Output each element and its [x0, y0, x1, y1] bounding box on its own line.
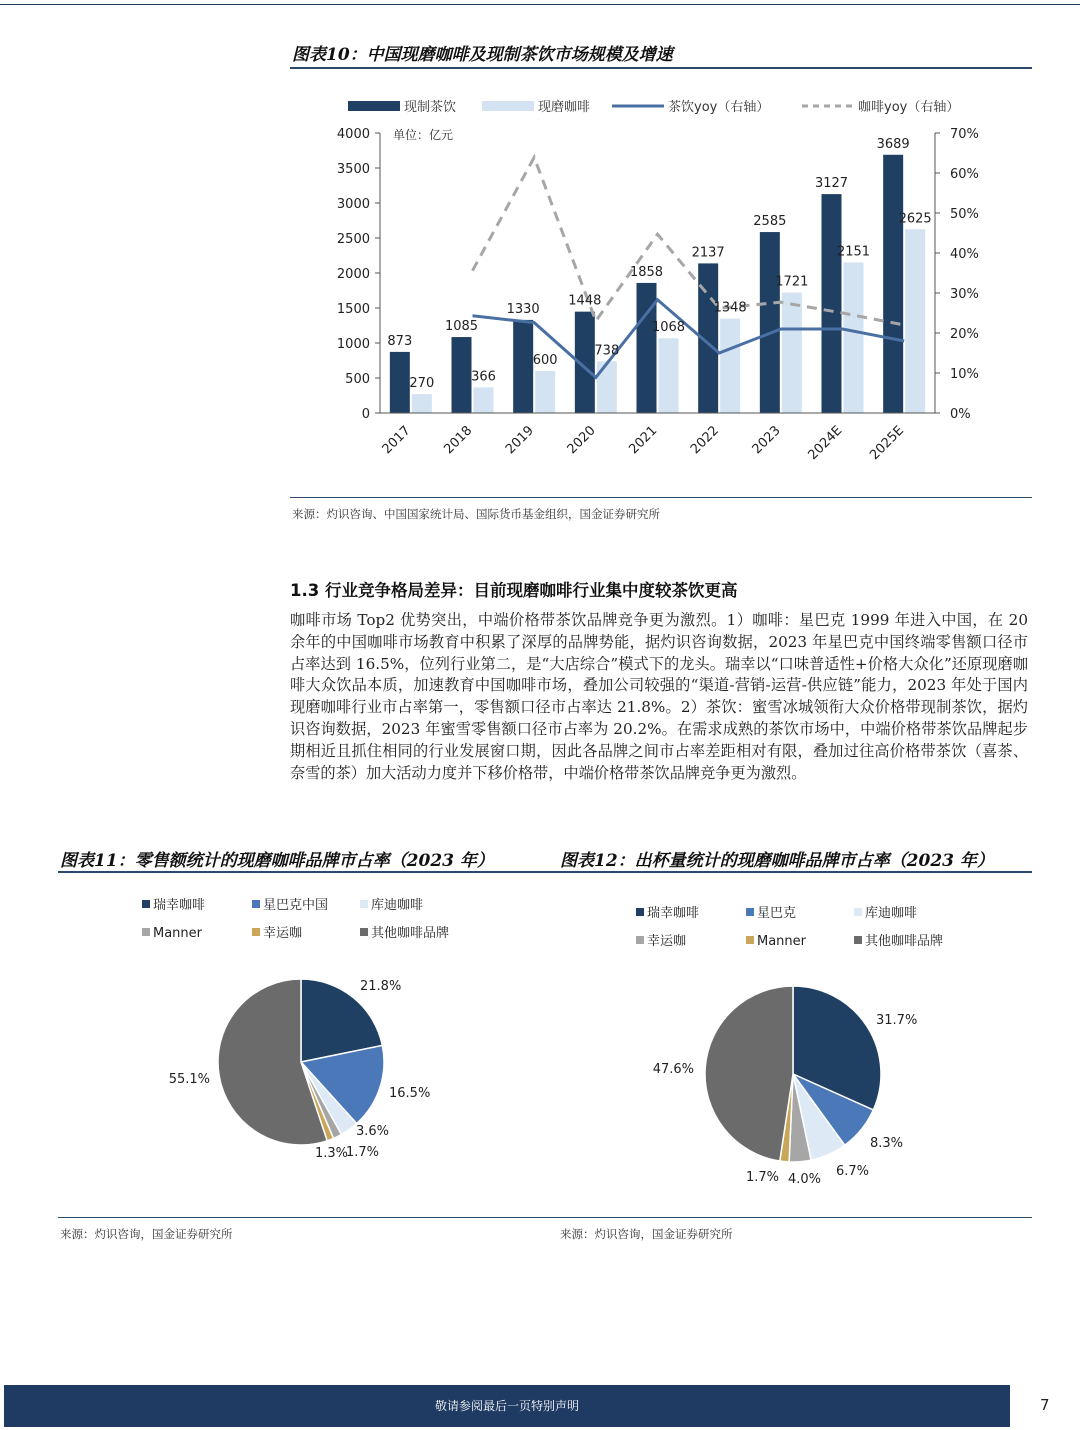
legend-swatch	[252, 928, 260, 936]
bar-data-label: 366	[471, 369, 496, 385]
legend-swatch	[142, 928, 150, 936]
y2-tick-label: 60%	[950, 167, 979, 182]
y2-tick-label: 0%	[950, 407, 971, 422]
pie-data-label: 21.8%	[360, 979, 402, 994]
bar-data-label: 600	[532, 353, 558, 368]
legend-swatch	[746, 936, 754, 944]
fig10-legend	[348, 99, 959, 115]
fig11-12-bottom-rule	[58, 1217, 1032, 1218]
legend-swatch	[360, 928, 368, 936]
legend-label: 库迪咖啡	[865, 906, 918, 921]
pie-data-label: 1.3%	[315, 1146, 349, 1161]
bar	[474, 387, 494, 413]
bar-data-label: 738	[594, 343, 620, 359]
bar-data-label: 2151	[836, 244, 871, 260]
footer-disclaimer: 敬请参阅最后一页特别声明	[4, 1385, 1010, 1427]
legend-label: Manner	[153, 926, 203, 941]
bar	[412, 394, 432, 413]
legend-swatch	[252, 900, 260, 908]
bar-data-label: 1721	[775, 274, 809, 290]
y-tick-label: 2500	[336, 232, 370, 247]
x-tick-label: 2023	[749, 423, 784, 458]
fig11-12-top-rule	[58, 871, 1032, 873]
y-tick-label: 0	[361, 407, 370, 422]
bar-data-label: 1348	[713, 300, 747, 316]
pie-slice	[705, 986, 793, 1161]
bar-data-label: 1085	[444, 319, 479, 335]
bar	[390, 352, 410, 413]
bar	[844, 262, 864, 413]
bar	[782, 293, 802, 413]
legend-label: 茶饮yoy（右轴）	[668, 100, 770, 115]
fig10-unit-label: 单位：亿元	[393, 128, 454, 142]
legend-label: 其他咖啡品牌	[371, 926, 450, 941]
y-tick-label: 3500	[336, 162, 370, 177]
legend-label: 其他咖啡品牌	[865, 934, 944, 949]
y2-tick-label: 30%	[950, 287, 979, 302]
x-tick-label: 2018	[441, 423, 476, 458]
fig12-source: 来源：灼识咨询，国金证券研究所	[560, 1227, 733, 1241]
fig10-chart	[290, 84, 1032, 494]
legend-swatch	[636, 908, 644, 916]
fig11-title: 图表11：零售额统计的现磨咖啡品牌市占率（2023 年）	[60, 851, 494, 871]
fig10-source: 来源：灼识咨询、中国国家统计局、国际货币基金组织，国金证券研究所	[292, 507, 660, 521]
y2-tick-label: 70%	[950, 127, 979, 142]
pie-data-label: 1.7%	[746, 1170, 780, 1185]
bar-data-label: 2137	[691, 245, 725, 261]
legend-label: 幸运咖	[647, 934, 687, 949]
legend-label: 咖啡yoy（右轴）	[858, 100, 960, 115]
x-tick-label: 2017	[379, 423, 414, 458]
y2-tick-label: 10%	[950, 367, 979, 382]
bar	[720, 319, 740, 413]
y-tick-label: 1000	[336, 337, 370, 352]
fig12-title: 图表12：出杯量统计的现磨咖啡品牌市占率（2023 年）	[560, 851, 994, 871]
legend-swatch	[142, 900, 150, 908]
bar-data-label: 1330	[506, 301, 540, 317]
legend-label: 现制茶饮	[404, 100, 457, 115]
pie-data-label: 16.5%	[389, 1086, 431, 1101]
pie-data-label: 47.6%	[652, 1062, 694, 1077]
bar-data-label: 873	[387, 333, 413, 349]
x-tick-label: 2020	[564, 423, 599, 458]
bar	[822, 194, 842, 413]
legend-swatch	[482, 101, 534, 111]
pie-data-label: 4.0%	[788, 1172, 822, 1187]
legend-swatch	[854, 908, 862, 916]
fig10-title: 图表10：中国现磨咖啡及现制茶饮市场规模及增速	[292, 45, 673, 65]
pie-data-label: 55.1%	[168, 1072, 210, 1087]
legend-swatch	[636, 936, 644, 944]
top-rule	[0, 4, 1080, 5]
bar	[452, 337, 472, 413]
y2-tick-label: 20%	[950, 327, 979, 342]
legend-swatch	[360, 900, 368, 908]
legend-label: 现磨咖啡	[538, 100, 591, 115]
bar-data-label: 2585	[753, 214, 787, 230]
x-tick-label: 2025E	[867, 423, 907, 464]
bar-data-label: 1858	[629, 264, 664, 280]
bar	[883, 155, 903, 413]
bar	[905, 229, 925, 413]
y-tick-label: 4000	[336, 127, 370, 142]
fig10-top-rule	[290, 67, 1032, 69]
bar-data-label: 3689	[876, 136, 910, 152]
bar-data-label: 3127	[814, 176, 849, 192]
x-tick-label: 2021	[626, 423, 661, 458]
legend-label: 星巴克中国	[263, 898, 329, 913]
legend-label: 星巴克	[757, 906, 797, 921]
x-tick-label: 2024E	[805, 423, 846, 464]
bar-data-label: 1068	[651, 320, 686, 336]
pie-data-label: 3.6%	[356, 1124, 390, 1139]
legend-label: 瑞幸咖啡	[647, 906, 700, 921]
pie-data-label: 6.7%	[836, 1164, 870, 1179]
x-tick-label: 2019	[502, 423, 537, 458]
fig10-bottom-rule	[290, 497, 1032, 498]
legend-label: 瑞幸咖啡	[153, 898, 206, 913]
legend-label: Manner	[757, 934, 807, 949]
bar	[513, 320, 533, 413]
fig12-chart	[560, 876, 1032, 1210]
legend-swatch	[348, 101, 400, 111]
bar	[597, 361, 617, 413]
bar	[760, 232, 780, 413]
y-tick-label: 500	[345, 372, 370, 387]
pie-data-label: 1.7%	[346, 1145, 380, 1160]
legend-swatch	[854, 936, 862, 944]
section-paragraph: 咖啡市场 Top2 优势突出，中端价格带茶饮品牌竞争更为激烈。1）咖啡：星巴克 1999 年进入中国，在 20 余年的中国咖啡市场教育中积累了深厚的品牌势能，据灼识咨询数据，2023 年星巴克中国终端零售额口径市占率达到 16.5%，位列行业第二，是“大店综合”模式下的龙头。瑞幸以“口味普适性+价格大众化”还原现磨咖啡大众饮品本质，加速教育中国咖啡市场，叠加公司较强的“渠道-营销-运营-供应链”能力，2023 年处于国内现磨咖啡行业市占率第一，零售额口径市占率达 21.8%。2）茶饮：蜜雪冰城领衔大众价格带现制茶饮，据灼识咨询数据，2023 年蜜雪零售额口径市占率为 20.2%。在需求成熟的茶饮市场中，中端价格带茶饮品牌起步期相近且抓住相同的行业发展窗口期，因此各品牌之间市占率差距相对有限，叠加过往高价格带茶饮（喜茶、奈雪的茶）加大活动力度并下移价格带，中端价格带茶饮品牌竞争更为激烈。	[290, 611, 1028, 782]
page-number: 7	[1040, 1396, 1050, 1414]
bar	[535, 371, 555, 413]
legend-swatch	[746, 908, 754, 916]
fig11-source: 来源：灼识咨询，国金证券研究所	[60, 1227, 233, 1241]
bar-data-label: 270	[409, 376, 435, 392]
y-tick-label: 2000	[336, 267, 370, 282]
y2-tick-label: 40%	[950, 247, 979, 262]
pie-data-label: 31.7%	[876, 1013, 918, 1028]
x-tick-label: 2022	[687, 423, 722, 458]
legend-label: 库迪咖啡	[371, 898, 424, 913]
y-tick-label: 1500	[336, 302, 370, 317]
fig11-chart	[58, 876, 538, 1210]
y-tick-label: 3000	[336, 197, 370, 212]
section-heading: 1.3 行业竞争格局差异：目前现磨咖啡行业集中度较茶饮更高	[290, 581, 738, 600]
bar-data-label: 1448	[568, 293, 602, 309]
bar	[659, 338, 679, 413]
bar-data-label: 2625	[898, 211, 932, 227]
y2-tick-label: 50%	[950, 207, 979, 222]
pie-data-label: 8.3%	[870, 1136, 904, 1151]
legend-label: 幸运咖	[263, 926, 303, 941]
